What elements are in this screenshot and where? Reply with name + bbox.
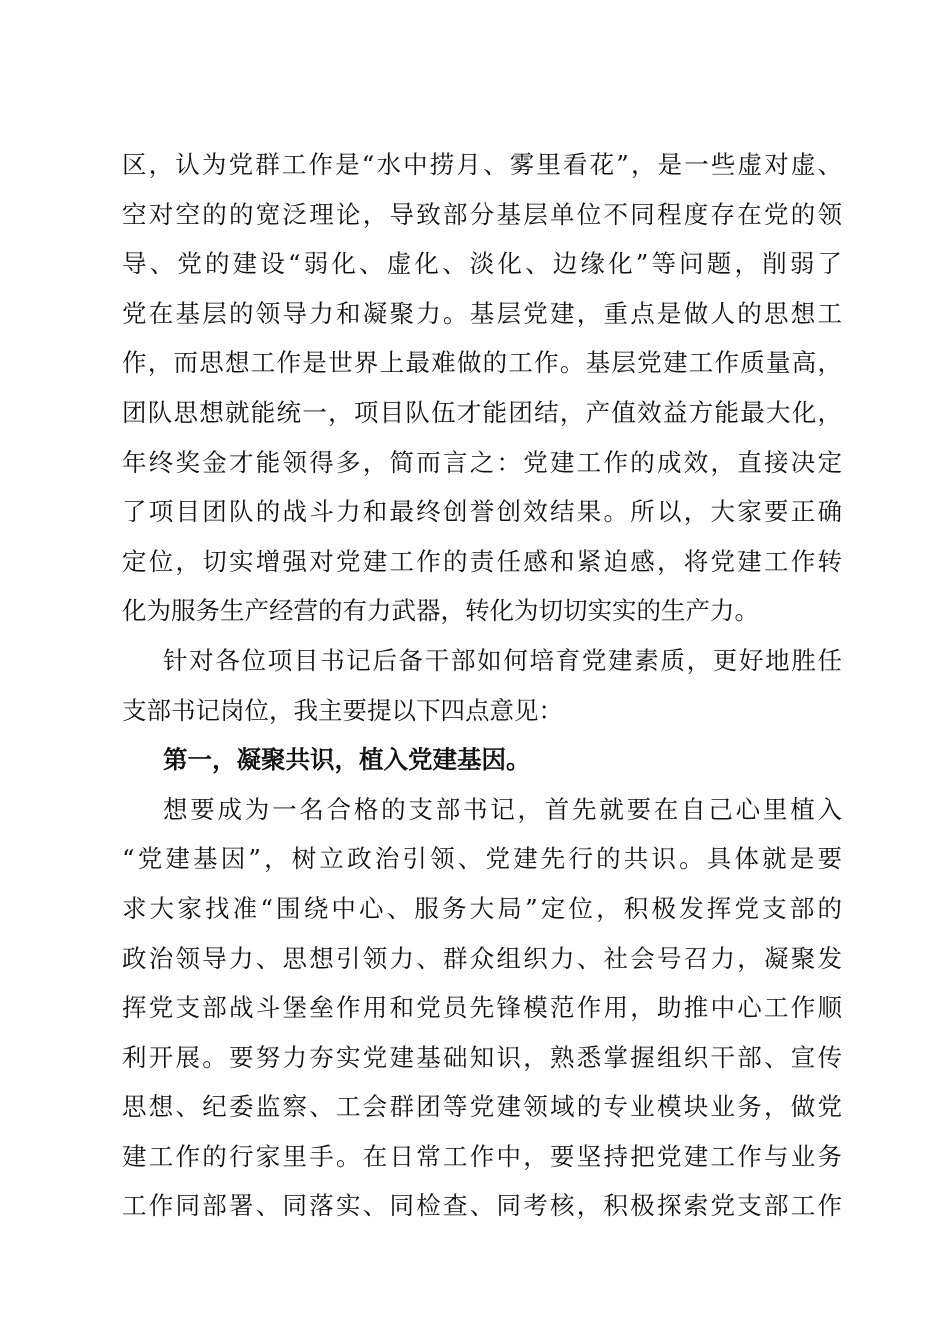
text-line: 了项目团队的战斗力和最终创誉创效结果。所以，大家要正确 [122, 497, 842, 527]
text-line: “党建基因”，树立政治引领、党建先行的共识。具体就是要 [122, 844, 842, 874]
text-line: 求大家找准“围绕中心、服务大局”定位，积极发挥党支部的 [122, 893, 842, 923]
text-line: 挥党支部战斗堡垒作用和党员先锋模范作用，助推中心工作顺 [122, 993, 842, 1023]
section-heading: 第一，凝聚共识，植入党建基因。 [163, 745, 531, 775]
text-line: 团队思想就能统一，项目队伍才能团结，产值效益方能最大化， [122, 397, 842, 427]
text-line: 工作同部署、同落实、同检查、同考核，积极探索党支部工作 [122, 1191, 842, 1221]
text-line: 空对空的的宽泛理论，导致部分基层单位不同程度存在党的领 [122, 199, 842, 229]
text-line: 建工作的行家里手。在日常工作中，要坚持把党建工作与业务 [122, 1141, 842, 1171]
text-line: 政治领导力、思想引领力、群众组织力、社会号召力，凝聚发 [122, 943, 842, 973]
text-line: 思想、纪委监察、工会群团等党建领域的专业模块业务，做党 [122, 1092, 842, 1122]
text-line: 导、党的建设“弱化、虚化、淡化、边缘化”等问题，削弱了 [122, 249, 842, 279]
text-line: 定位，切实增强对党建工作的责任感和紧迫感，将党建工作转 [122, 546, 842, 576]
body-text [122, 140, 842, 1231]
text-line: 想要成为一名合格的支部书记，首先就要在自己心里植入 [163, 794, 842, 824]
text-line: 党在基层的领导力和凝聚力。基层党建，重点是做人的思想工 [122, 298, 842, 328]
text-line: 化为服务生产经营的有力武器，转化为切切实实的生产力。 [122, 596, 759, 626]
text-line: 利开展。要努力夯实党建基础知识，熟悉掌握组织干部、宣传 [122, 1042, 842, 1072]
text-line: 年终奖金才能领得多，简而言之：党建工作的成效，直接决定 [122, 447, 842, 477]
text-line: 针对各位项目书记后备干部如何培育党建素质，更好地胜任 [163, 645, 842, 675]
text-line: 作，而思想工作是世界上最难做的工作。基层党建工作质量高， [122, 348, 842, 378]
text-line: 区，认为党群工作是“水中捞月、雾里看花”，是一些虚对虚、 [122, 150, 842, 179]
text-line: 支部书记岗位，我主要提以下四点意见： [122, 695, 563, 725]
